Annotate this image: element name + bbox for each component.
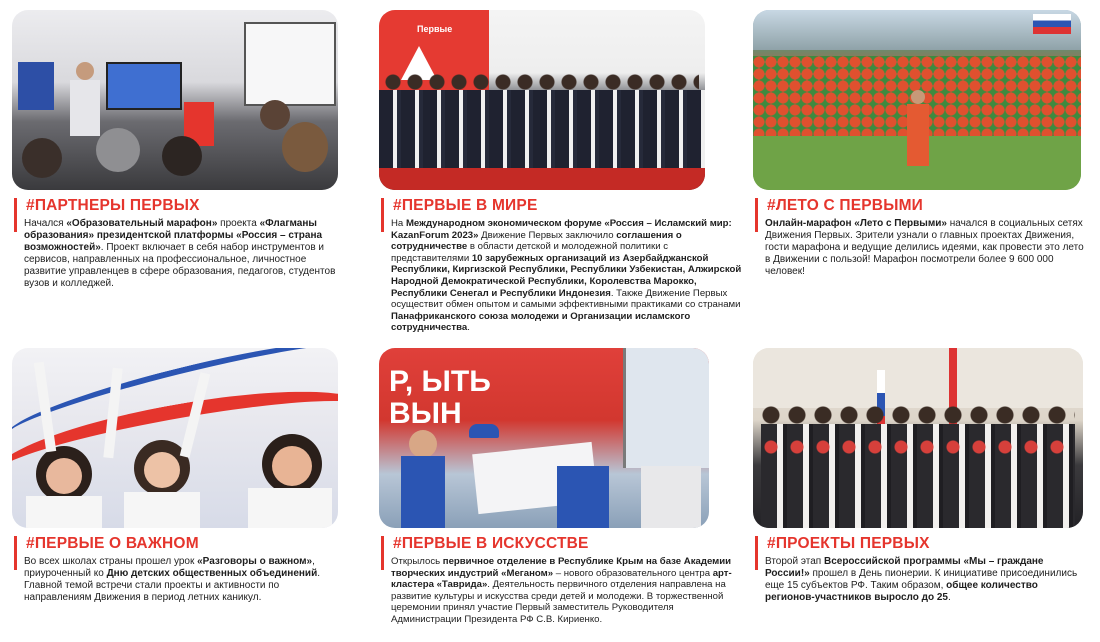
accent-bar (14, 198, 17, 232)
card-body: Онлайн-марафон «Лето с Первыми» начался в социальных сетях Движения Первых. Зрители узнали о главных проектах Движения, гости марафона и ведущие делились идеями, как провести это лето в Движении с пользой! Марафон посмотрели более 9 600 000 человек! (765, 218, 1084, 277)
accent-bar (381, 198, 384, 232)
card-summer (753, 10, 1088, 278)
accent-bar (14, 536, 17, 570)
card-partners (12, 10, 340, 290)
photo-conference (12, 10, 338, 190)
photo-forum-group (379, 10, 705, 190)
photo-summer-crowd (753, 10, 1081, 190)
card-title: #ПРОЕКТЫ ПЕРВЫХ (767, 535, 930, 552)
card-body: Начался «Образовательный марафон» проекта «Флагманы образования» президентской платформы «Россия – страна возможностей». Проект включает в себя набор инструментов и сервисов, направленных на профессиональное, личностное развитие управленцев в сфере образования, педагогов, студентов вузов и колледжей. (24, 218, 336, 289)
card-important (12, 348, 342, 604)
card-title: #ПЕРВЫЕ В МИРЕ (393, 197, 538, 214)
card-art (379, 348, 744, 626)
photo-ceremony (753, 348, 1083, 528)
card-title: #ЛЕТО С ПЕРВЫМИ (767, 197, 924, 214)
accent-bar (755, 536, 758, 570)
card-title: #ПЕРВЫЕ В ИСКУССТВЕ (393, 535, 589, 552)
accent-bar (381, 536, 384, 570)
photo-art-room (379, 348, 709, 528)
card-title: #ПЕРВЫЕ О ВАЖНОМ (26, 535, 199, 552)
art-wall-text: Р, ЫТЬ ВЫН (389, 365, 491, 430)
photo-cheering (12, 348, 338, 528)
card-body: На Международном экономическом форуме «Россия – Исламский мир: KazanForum 2023» Движение Первых заключило соглашения о сотрудничестве в области детской и молодежной политики с представителями 10 зарубежных организаций из Азербайджанской Республики, Киргизской Республики, Республики Узбекистан, Алжирской Народной Демократической Республики, Королевства Марокко, Республики Сенегал и Республики Индонезия. Также Движение Первых осуществит обмен опытом и самыми эффективными практиками со странами Панафриканского союза молодежи и Организации исламского сотрудничества. (391, 218, 742, 334)
accent-bar (755, 198, 758, 232)
card-projects (753, 348, 1088, 604)
card-body: Во всех школах страны прошел урок «Разговоры о важном», приуроченный ко Дню детских общественных объединений. Главной темой встречи стали проекты и активности по направлениям Движения в период летних каникул. (24, 556, 321, 603)
forum-banner-text: Первые (417, 24, 453, 34)
card-body: Открылось первичное отделение в Республике Крым на базе Академии творческих индустрий «Меганом» – нового образовательного центра арт-кластера «Таврида». Деятельность первичного отделения направлена на развитие культуры и искусства среди детей и молодежи. В торжественной церемонии принял участие Первый заместитель Руководителя Администрации Президента РФ С.В. Кириенко. (391, 556, 732, 625)
card-title: #ПАРТНЕРЫ ПЕРВЫХ (26, 197, 200, 214)
card-world (379, 10, 744, 334)
card-body: Второй этап Всероссийской программы «Мы – граждане России!» прошел в День пионерии. К инициативе присоединились еще 15 субъектов РФ. Таким образом, общее количество регионов-участников выросло до 25. (765, 556, 1078, 603)
